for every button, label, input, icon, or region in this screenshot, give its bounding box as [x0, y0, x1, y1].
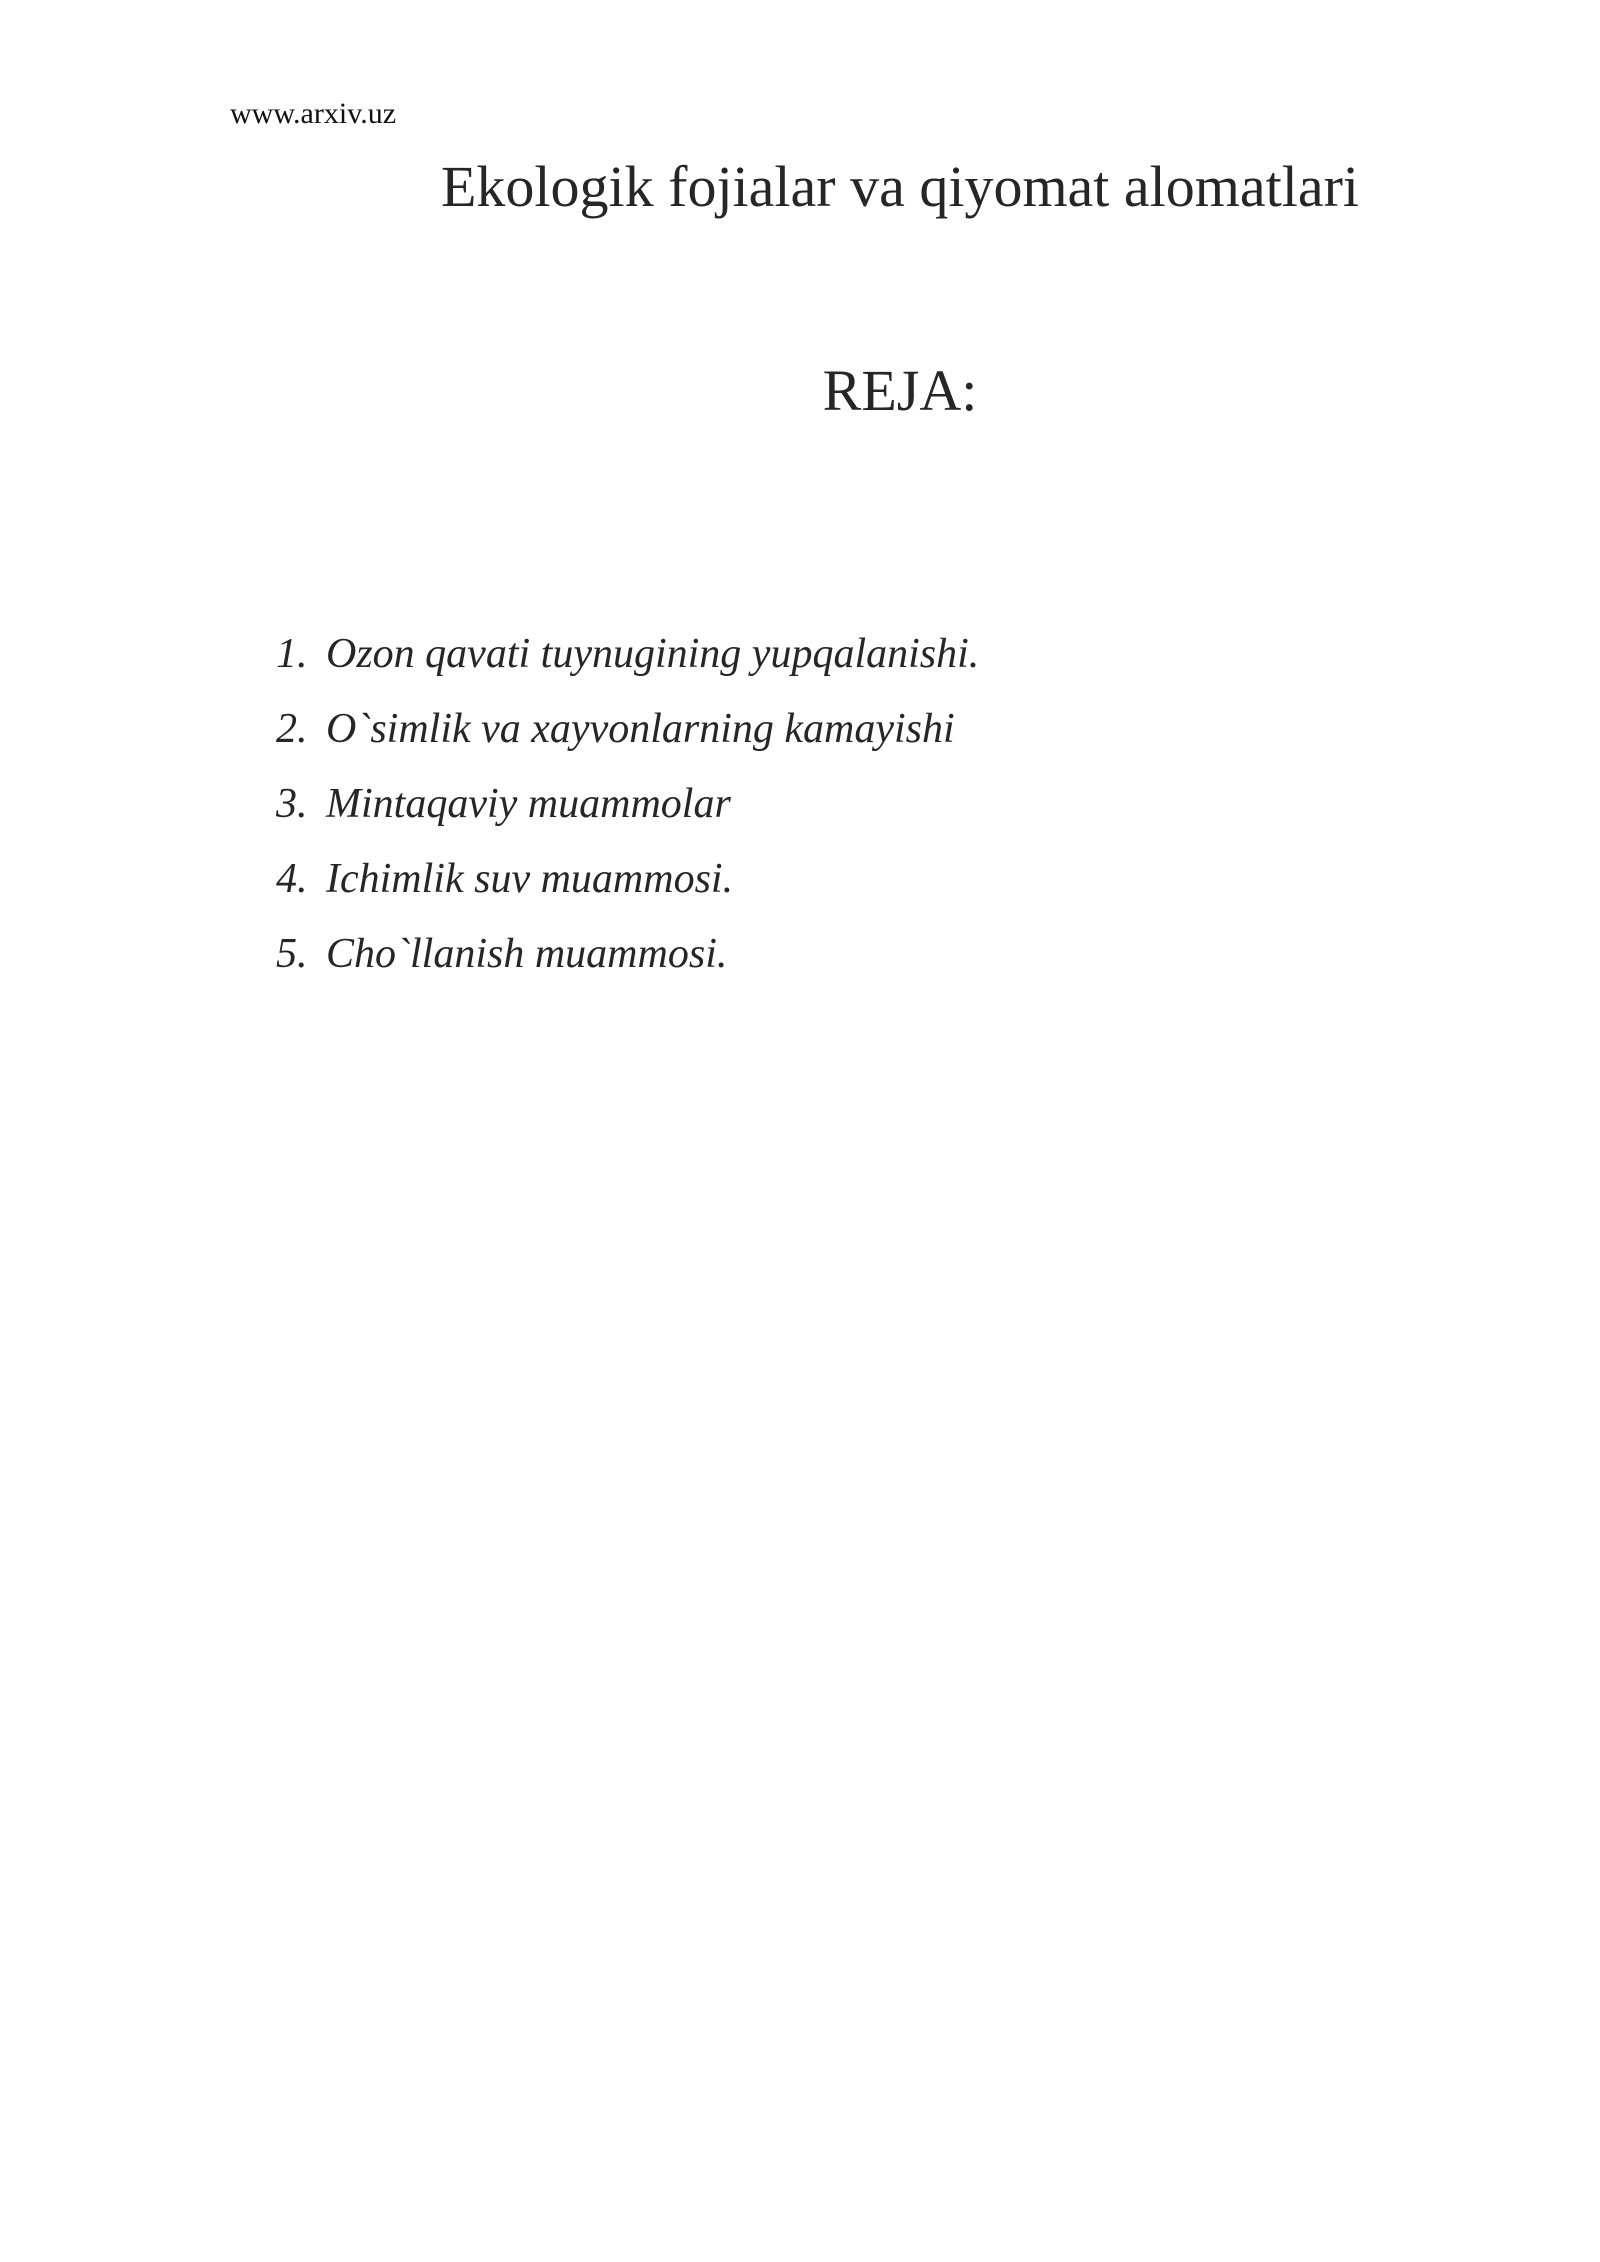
plan-item-3 [276, 776, 979, 851]
plan-item-number: 5. [276, 931, 308, 977]
plan-item-text: Cho`llanish muammosi. [326, 931, 728, 977]
plan-item-number: 2. [276, 706, 308, 752]
plan-item-text: Ozon qavati tuynugining yupqalanishi. [326, 631, 980, 677]
plan-item-text: Mintaqaviy muammolar [326, 781, 731, 827]
site-url: www.arxiv.uz [230, 97, 397, 130]
plan-item-5 [276, 926, 979, 1001]
plan-item-number: 1. [276, 631, 308, 677]
plan-item-number: 4. [276, 856, 308, 902]
plan-item-text: O`simlik va xayvonlarning kamayishi [326, 706, 955, 752]
plan-item-number: 3. [276, 781, 308, 827]
plan-item-2 [276, 701, 979, 776]
plan-item-text: Ichimlik suv muammosi. [326, 856, 734, 902]
plan-heading: REJA: [822, 358, 978, 423]
plan-item-1 [276, 626, 979, 701]
plan-list [276, 626, 979, 1001]
document-title: Ekologik fojialar va qiyomat alomatlari [440, 154, 1360, 219]
plan-item-4 [276, 851, 979, 926]
